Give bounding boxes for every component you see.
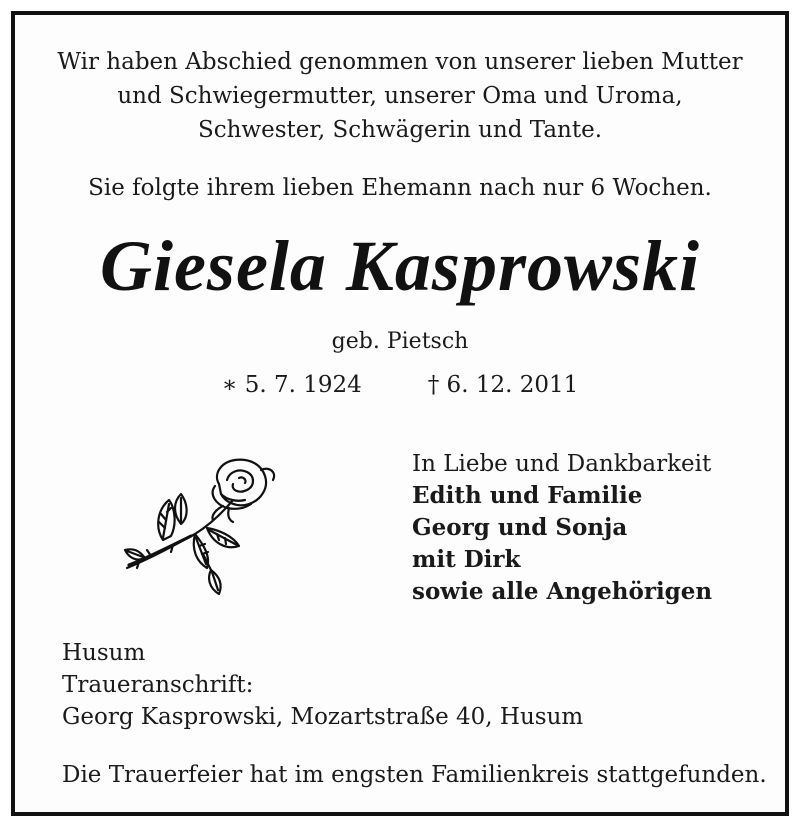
mourner-name: sowie alle Angehörigen bbox=[412, 578, 713, 605]
mourners-intro: In Liebe und Dankbarkeit bbox=[412, 451, 712, 477]
intro-line-1: Wir haben Abschied genommen von unserer lieben Mutter bbox=[57, 49, 743, 75]
obituary-frame bbox=[11, 11, 789, 816]
ceremony-note: Die Trauerfeier hat im engsten Familienkreis stattgefunden. bbox=[62, 762, 767, 788]
maiden-name: geb. Pietsch bbox=[331, 329, 469, 354]
mourner-name: Edith und Familie bbox=[412, 482, 643, 509]
intro-line-3: Schwester, Schwägerin und Tante. bbox=[197, 117, 603, 143]
deceased-name: Giesela Kasprowski bbox=[99, 226, 701, 306]
death-date: † 6. 12. 2011 bbox=[427, 372, 579, 398]
birth-date: ∗ 5. 7. 1924 bbox=[221, 372, 362, 398]
address-block bbox=[62, 637, 583, 733]
intro-line-2: und Schwiegermutter, unserer Oma und Uroma, bbox=[117, 83, 683, 109]
mourner-name: mit Dirk bbox=[412, 546, 521, 573]
rose-icon bbox=[111, 450, 281, 600]
address-city: Husum bbox=[62, 640, 146, 666]
mourners-block bbox=[412, 448, 772, 608]
address-label: Traueranschrift: bbox=[62, 672, 254, 698]
intro-text bbox=[15, 45, 785, 147]
address-line: Georg Kasprowski, Mozartstraße 40, Husum bbox=[62, 704, 584, 730]
life-dates bbox=[15, 368, 785, 402]
note-text: Sie folgte ihrem lieben Ehemann nach nur 6 Wochen. bbox=[88, 175, 712, 201]
mourner-name: Georg und Sonja bbox=[412, 514, 628, 541]
